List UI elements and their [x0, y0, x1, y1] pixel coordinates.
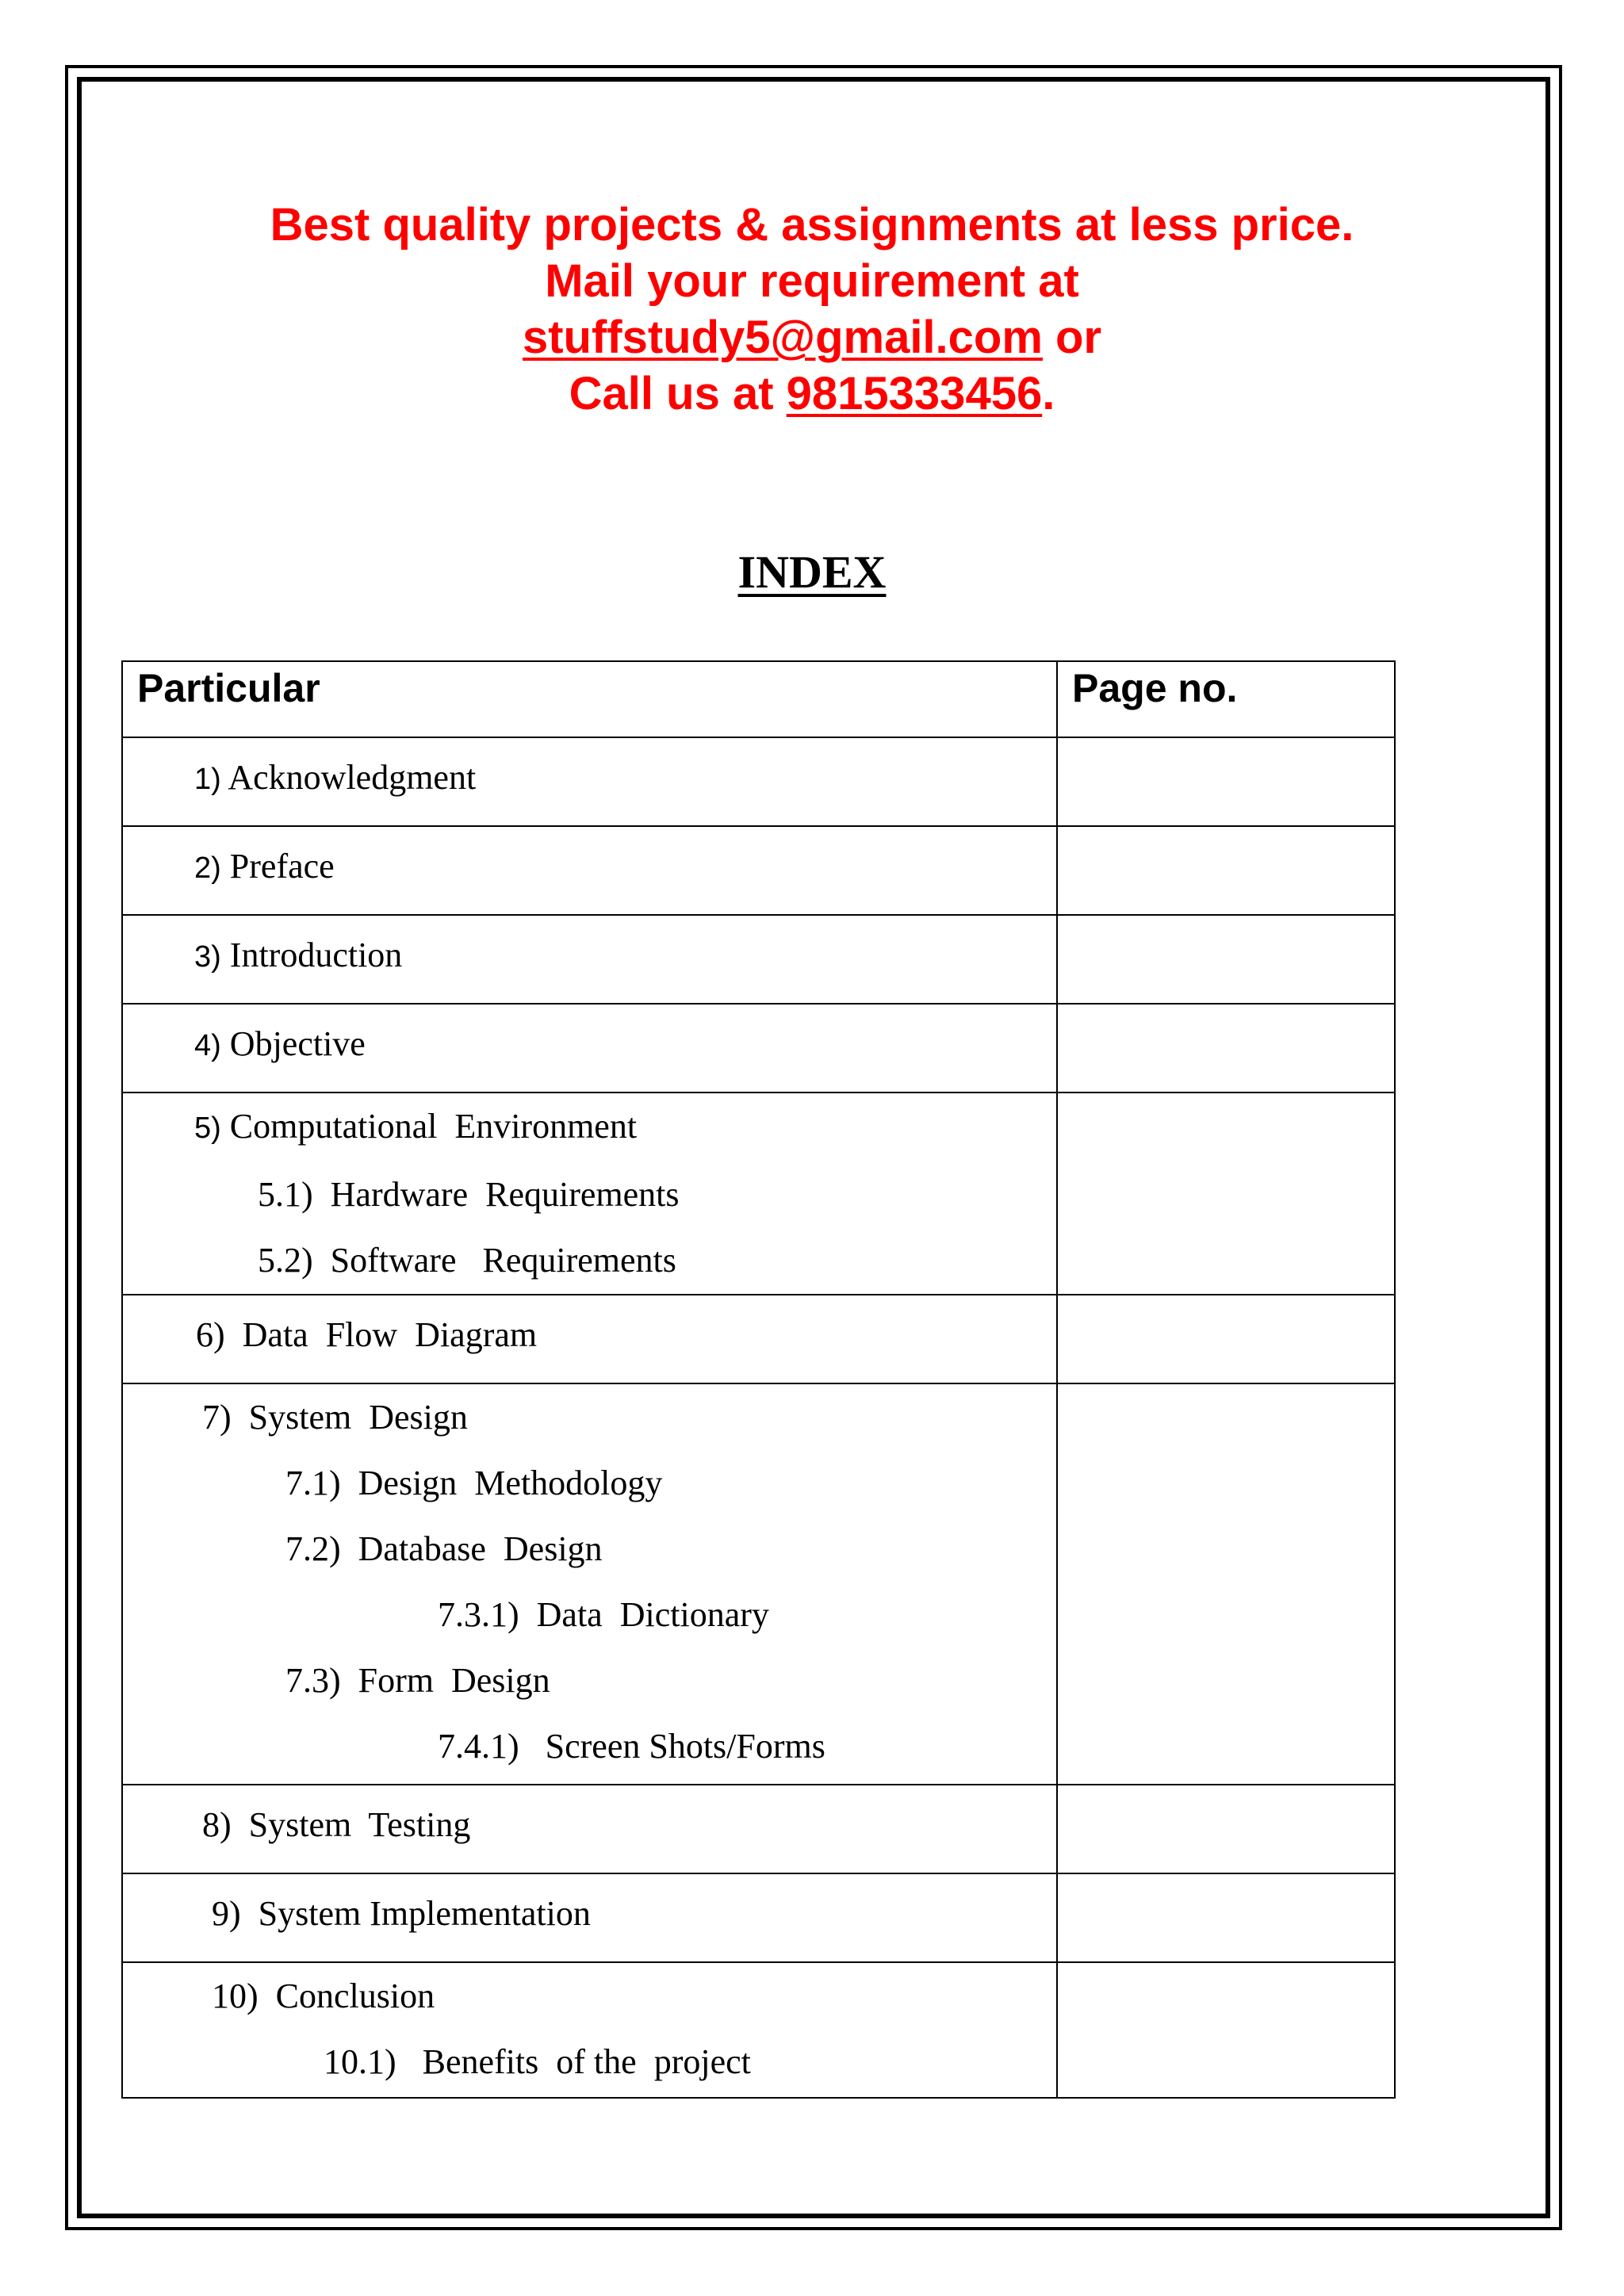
entry-number: 4): [194, 1029, 221, 1062]
particular-cell: [122, 1093, 1057, 1295]
entry-text: 10) Conclusion: [212, 1976, 435, 2015]
table-row: [122, 1295, 1395, 1383]
index-entry: [123, 833, 1056, 901]
entry-text: 7.1) Design Methodology: [285, 1464, 663, 1502]
promo-line-3: [0, 309, 1624, 365]
entry-text: Computational Environment: [220, 1107, 638, 1146]
page-no-cell: [1057, 1785, 1395, 1873]
particular-cell: [122, 1785, 1057, 1873]
index-entry: [123, 922, 1056, 990]
phone-link[interactable]: 9815333456: [786, 368, 1043, 419]
index-entry: [123, 1011, 1056, 1079]
entry-text: Preface: [220, 847, 335, 886]
particular-cell: [122, 1383, 1057, 1785]
index-entry: [123, 1450, 1056, 1516]
particular-cell: [122, 737, 1057, 826]
table-row: [122, 826, 1395, 915]
email-link[interactable]: stuffstudy5@gmail.com: [522, 312, 1043, 363]
entry-number: 3): [194, 940, 221, 974]
entry-text: 6) Data Flow Diagram: [196, 1315, 538, 1354]
index-entry: [123, 1963, 1056, 2029]
header-page-no: Page no.: [1057, 661, 1395, 737]
table-row: [122, 1962, 1395, 2098]
index-entry: [123, 2029, 1056, 2095]
table-row: [122, 737, 1395, 826]
entry-text: 9) System Implementation: [212, 1894, 591, 1933]
table-row: [122, 915, 1395, 1004]
index-entry: [123, 1881, 1056, 1946]
index-entry: [123, 744, 1056, 813]
promo-call-prefix: Call us at: [569, 368, 787, 419]
index-entry: [123, 1302, 1056, 1368]
page-no-cell: [1057, 1962, 1395, 2098]
index-entry: [123, 1582, 1056, 1647]
index-header-row: [122, 661, 1395, 737]
index-entry: [123, 1516, 1056, 1582]
particular-cell: [122, 1295, 1057, 1383]
promo-or: or: [1042, 312, 1102, 363]
entry-text: 5.1) Hardware Requirements: [258, 1175, 680, 1214]
table-row: [122, 1785, 1395, 1873]
page-no-cell: [1057, 915, 1395, 1004]
particular-cell: [122, 1873, 1057, 1962]
particular-cell: [122, 1962, 1057, 2098]
page-title: INDEX: [737, 546, 887, 598]
entry-text: 7.2) Database Design: [285, 1529, 603, 1568]
page-no-cell: [1057, 826, 1395, 915]
index-entry: [123, 1792, 1056, 1858]
header-particular: Particular: [122, 661, 1057, 737]
promo-line-2: Mail your requirement at: [545, 255, 1079, 307]
page-no-cell: [1057, 1295, 1395, 1383]
page-no-cell: [1057, 1093, 1395, 1295]
index-entry: [123, 1713, 1056, 1779]
entry-number: 5): [194, 1112, 221, 1145]
entry-number: 2): [194, 851, 221, 885]
index-entry: [123, 1093, 1056, 1161]
entry-text: 7.3.1) Data Dictionary: [438, 1595, 769, 1634]
particular-cell: [122, 915, 1057, 1004]
table-row: [122, 1093, 1395, 1295]
entry-text: 7.3) Form Design: [285, 1661, 550, 1700]
table-row: [122, 1004, 1395, 1093]
promo-line-4: [0, 365, 1624, 422]
entry-text: Objective: [220, 1024, 366, 1063]
entry-text: Introduction: [220, 936, 403, 974]
index-entry: [123, 1227, 1056, 1293]
promo-line-1: Best quality projects & assignments at less price.: [270, 199, 1354, 251]
table-row: [122, 1873, 1395, 1962]
index-entry: [123, 1161, 1056, 1227]
entry-text: 10.1) Benefits of the project: [324, 2042, 751, 2081]
entry-text: 5.2) Software Requirements: [258, 1241, 676, 1280]
page-no-cell: [1057, 1004, 1395, 1093]
page-no-cell: [1057, 1383, 1395, 1785]
table-row: [122, 1383, 1395, 1785]
index-entry: [123, 1647, 1056, 1713]
page-no-cell: [1057, 737, 1395, 826]
entry-text: 7) System Design: [202, 1398, 468, 1437]
page-no-cell: [1057, 1873, 1395, 1962]
index-entry: [123, 1384, 1056, 1450]
index-table: [121, 660, 1396, 2099]
particular-cell: [122, 1004, 1057, 1093]
promo-period: .: [1042, 368, 1055, 419]
entry-text: Acknowledgment: [220, 758, 477, 797]
entry-text: 8) System Testing: [202, 1805, 471, 1844]
entry-number: 1): [194, 763, 221, 796]
entry-text: 7.4.1) Screen Shots/Forms: [438, 1727, 825, 1766]
promo-block: [0, 197, 1624, 422]
particular-cell: [122, 826, 1057, 915]
